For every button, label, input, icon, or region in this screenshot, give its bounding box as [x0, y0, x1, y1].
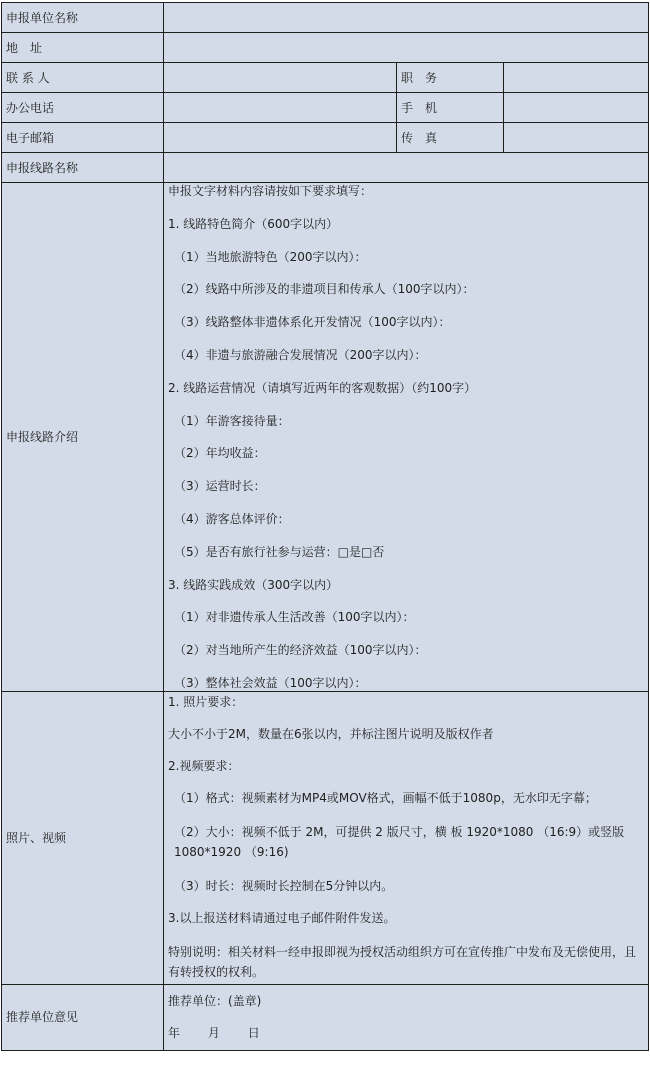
field-email[interactable] [164, 123, 397, 153]
intro-item: （5）是否有旅行社参与运营：□是□否 [174, 544, 385, 559]
intro-item: （1）对非遗传承人生活改善（100字以内）： [174, 610, 415, 625]
label-address: 地 址 [2, 33, 164, 63]
label-route-intro: 申报线路介绍 [2, 183, 164, 692]
field-unit-name[interactable] [164, 3, 649, 33]
field-mobile[interactable] [504, 93, 649, 123]
field-route-name[interactable] [164, 153, 649, 183]
intro-item: （1）年游客接待量： [174, 413, 290, 428]
date-year: 年 [168, 1026, 181, 1041]
row-unit-name [2, 3, 649, 33]
label-recommend: 推荐单位意见 [2, 984, 164, 1050]
label-unit-name: 申报单位名称 [2, 3, 164, 33]
label-contact: 联 系 人 [2, 63, 164, 93]
photo-requirement: 大小不小于2M，数量在6张以内，并标注图片说明及版权作者 [168, 726, 494, 741]
field-position[interactable] [504, 63, 649, 93]
label-media: 照片、视频 [2, 691, 164, 984]
row-contact [2, 63, 649, 93]
row-route-name [2, 153, 649, 183]
intro-item: （2）年均收益： [174, 446, 266, 461]
field-address[interactable] [164, 33, 649, 63]
field-recommend[interactable] [164, 984, 649, 1050]
row-media [2, 691, 649, 984]
field-fax[interactable] [504, 123, 649, 153]
row-route-intro [2, 183, 649, 692]
date-month: 月 [207, 1026, 220, 1041]
intro-section-3: 3. 线路实践成效（300字以内） [168, 577, 339, 592]
field-media[interactable] [164, 691, 649, 984]
recommend-unit-stamp: 推荐单位：(盖章) [168, 994, 262, 1009]
row-address [2, 33, 649, 63]
row-email [2, 123, 649, 153]
row-office-phone [2, 93, 649, 123]
video-size: （2）大小：视频不低于 2M，可提供 2 版尺寸，横 板 1920*1080 （16:9）或竖版 1080*1920 （9:16) [174, 824, 625, 859]
special-note: 特别说明：相关材料一经申报即视为授权活动组织方可在宣传推广中发布及无偿使用，且有转授权的权利。 [168, 944, 637, 979]
label-mobile: 手 机 [397, 93, 504, 123]
intro-item: （1）当地旅游特色（200字以内）： [174, 249, 367, 264]
date-day: 日 [247, 1026, 260, 1041]
video-title: 2.视频要求： [168, 758, 240, 773]
intro-section-1: 1. 线路特色简介（600字以内） [168, 216, 339, 231]
label-route-name: 申报线路名称 [2, 153, 164, 183]
intro-item: （3）整体社会效益（100字以内）： [174, 675, 367, 690]
intro-instruction: 申报文字材料内容请按如下要求填写： [168, 184, 373, 198]
application-form-table [1, 2, 649, 1051]
intro-item: （2）线路中所涉及的非遗项目和传承人（100字以内）： [174, 282, 475, 297]
label-position: 职 务 [397, 63, 504, 93]
row-recommend [2, 984, 649, 1050]
intro-item: （3）运营时长： [174, 479, 266, 494]
photo-title: 1. 照片要求： [168, 694, 244, 709]
intro-item: （2）对当地所产生的经济效益（100字以内）： [174, 643, 427, 658]
intro-item: （4）非遗与旅游融合发展情况（200字以内）： [174, 347, 427, 362]
intro-item: （3）线路整体非遗体系化开发情况（100字以内）： [174, 315, 451, 330]
intro-section-2: 2. 线路运营情况（请填写近两年的客观数据）（约100字） [168, 380, 477, 395]
field-contact[interactable] [164, 63, 397, 93]
recommend-date [168, 1025, 644, 1041]
field-office-phone[interactable] [164, 93, 397, 123]
submit-note: 3.以上报送材料请通过电子邮件附件发送。 [168, 910, 396, 925]
video-length: （3）时长：视频时长控制在5分钟以内。 [174, 878, 394, 893]
label-fax: 传 真 [397, 123, 504, 153]
label-office-phone: 办公电话 [2, 93, 164, 123]
field-route-intro[interactable] [164, 183, 649, 692]
intro-item: （4）游客总体评价： [174, 511, 290, 526]
label-email: 电子邮箱 [2, 123, 164, 153]
video-format: （1）格式：视频素材为MP4或MOV格式，画幅不低于1080p，无水印无字幕； [174, 790, 597, 805]
